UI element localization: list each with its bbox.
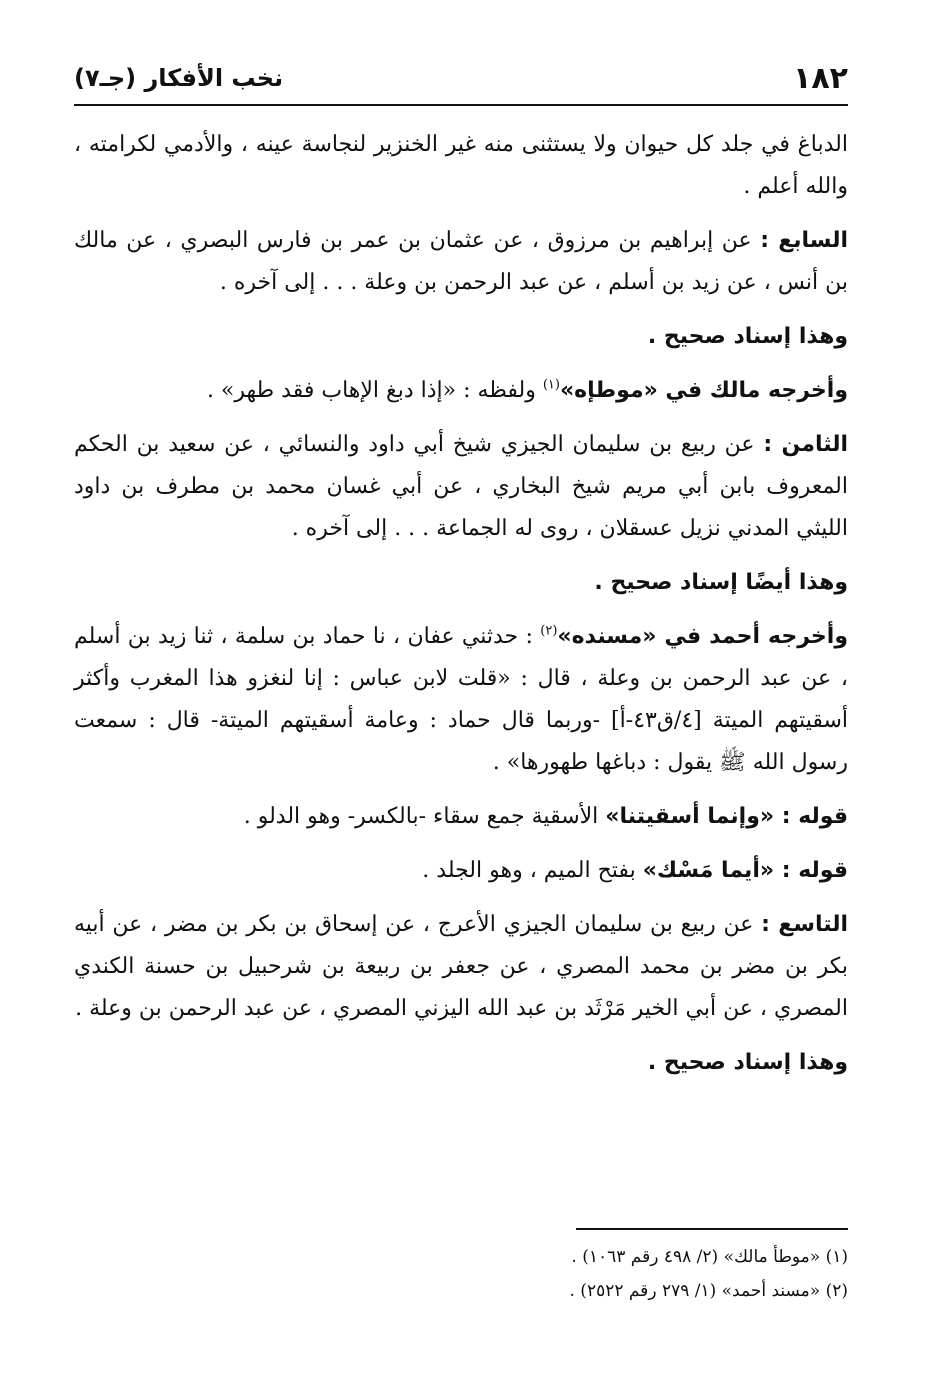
paragraph-text: الأسقية جمع سقاء -بالكسر- وهو الدلو .	[243, 804, 606, 829]
section-label: التاسع :	[761, 912, 849, 937]
section-label: الثامن :	[763, 432, 848, 457]
paragraph-text: عن ربيع بن سليمان الجيزي الأعرج ، عن إسحاق بن بكر بن مضر ، عن أبيه بكر بن مضر بن محمد المصري ، عن جعفر بن ربيعة بن شرحبيل بن حسنة الكندي المصري ، عن أبي الخير مَرْثَد بن عبد الله اليزني المصري ، عن عبد الرحمن بن وعلة .	[74, 912, 848, 1021]
paragraph-text: الدباغ في جلد كل حيوان ولا يستثنى منه غير الخنزير لنجاسة عينه ، والأدمي لكرامته ، والله أعلم .	[74, 132, 848, 199]
paragraph-text: ولفظه : «إذا دبغ الإهاب فقد طهر» .	[206, 378, 543, 403]
paragraph-text: عن إبراهيم بن مرزوق ، عن عثمان بن عمر بن فارس البصري ، عن مالك بن أنس ، عن زيد بن أسلم ، عن عبد الرحمن بن وعلة . . . إلى آخره .	[74, 228, 848, 295]
quoted-phrase: قوله : «أيما مَسْك»	[642, 858, 848, 883]
footnote-marker[interactable]: (٢)	[540, 623, 558, 639]
section-label: السابع :	[760, 228, 848, 253]
paragraph-ahmad-reference	[74, 616, 848, 784]
paragraph-text: : حدثني عفان ، نا حماد بن سلمة ، ثنا زيد بن أسلم ، عن عبد الرحمن بن وعلة ، قال : «قلت لابن عباس : إنا لنغزو هذا المغرب وأكثر أسقيتهم الميتة [٤/ق٤٣-أ] -وربما قال حماد : وعامة أسقيتهم الميتة- قال : سمعت رسول الله ﷺ يقول : دباغها طهورها» .	[74, 624, 849, 775]
quoted-phrase: قوله : «وإنما أسقيتنا»	[605, 804, 848, 829]
footnotes	[74, 1240, 848, 1308]
paragraph-text: بفتح الميم ، وهو الجلد .	[422, 858, 643, 883]
paragraph-seventh-chain	[74, 220, 848, 304]
footnote-item: (١) «موطأ مالك» (٢/ ٤٩٨ رقم ١٠٦٣) .	[571, 1247, 848, 1267]
header-rule	[74, 104, 848, 106]
paragraph-explanation-2	[74, 850, 848, 892]
paragraph-eighth-chain	[74, 424, 848, 550]
footnote-item: (٢) «مسند أحمد» (١/ ٢٧٩ رقم ٢٥٢٢) .	[569, 1281, 848, 1301]
footnote-rule	[576, 1228, 848, 1230]
paragraph-malik-reference	[74, 370, 848, 412]
main-text	[74, 124, 848, 1096]
authenticity-statement: وهذا أيضًا إسناد صحيح .	[594, 570, 848, 595]
page-header	[74, 56, 848, 100]
authenticity-statement: وهذا إسناد صحيح .	[647, 1050, 848, 1075]
running-title: نخب الأفكار (جـ٧)	[74, 64, 284, 92]
page-number: ١٨٢	[793, 60, 848, 96]
source-citation: وأخرجه أحمد في «مسنده»	[557, 624, 849, 649]
paragraph-text: عن ربيع بن سليمان الجيزي شيخ أبي داود والنسائي ، عن سعيد بن الحكم المعروف بابن أبي مريم شيخ البخاري ، عن أبي غسان محمد بن مطرف بن داود الليثي المدني نزيل عسقلان ، روى له الجماعة . . . إلى آخره .	[74, 432, 848, 541]
source-citation: وأخرجه مالك في «موطإه»	[559, 378, 848, 403]
paragraph-explanation-1	[74, 796, 848, 838]
authenticity-statement: وهذا إسناد صحيح .	[647, 324, 848, 349]
paragraph-ninth-chain	[74, 904, 848, 1030]
paragraph-continuation	[74, 124, 848, 208]
footnote-marker[interactable]: (١)	[542, 377, 560, 393]
